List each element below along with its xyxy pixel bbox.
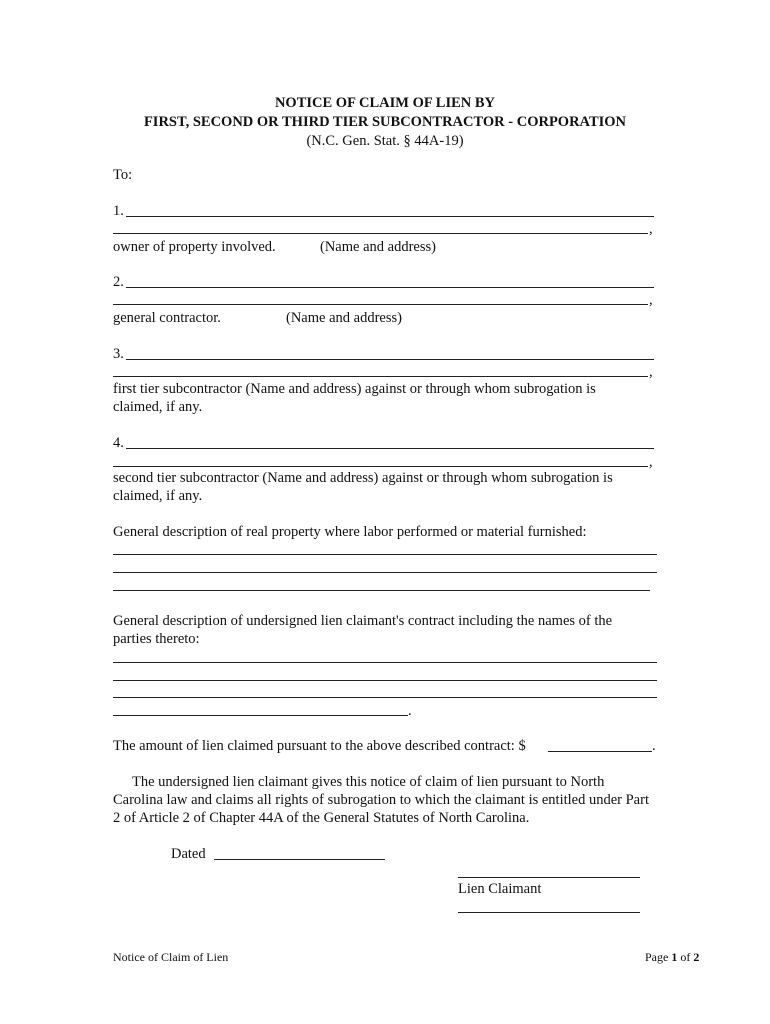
party-4-number: 4. [113, 435, 124, 451]
claim-statement: The undersigned lien claimant gives this notice of claim of lien pursuant to North Carolina law and claims all rights of subrogation to which the claimant is entitled under Part 2 of Article 2 of Chapter 44A of the General Statutes of North Carolina. [113, 774, 649, 826]
title-line-2: FIRST, SECOND OR THIRD TIER SUBCONTRACTOR - CORPORATION [143, 114, 627, 130]
amount-label: The amount of lien claimed pursuant to the above described contract: $ [113, 738, 526, 754]
party-4-comma: , [649, 454, 653, 470]
lien-claimant-label: Lien Claimant [458, 881, 542, 897]
title-line-1: NOTICE OF CLAIM OF LIEN BY [274, 95, 496, 111]
party-3-line-2[interactable] [113, 376, 648, 377]
footer-page-of: of [680, 950, 691, 964]
party-3-caption: first tier subcontractor (Name and address) against or through whom subrogation is claimed, if any. [113, 381, 596, 415]
party-2-number: 2. [113, 274, 124, 290]
party-4-caption: second tier subcontractor (Name and address) against or through whom subrogation is claimed, if any. [113, 470, 613, 504]
party-1-caption-note: (Name and address) [320, 239, 436, 255]
contract-period: . [408, 703, 412, 719]
party-3-number: 3. [113, 346, 124, 362]
party-4-line-1[interactable] [126, 448, 654, 449]
real-property-label: General description of real property where labor performed or material furnished: [113, 524, 587, 540]
statute-citation: (N.C. Gen. Stat. § 44A-19) [306, 133, 464, 149]
title-block [0, 94, 770, 151]
to-label: To: [113, 167, 133, 183]
footer-page-current: 1 [671, 950, 678, 964]
party-1-number: 1. [113, 203, 124, 219]
footer-document-name: Notice of Claim of Lien [113, 950, 229, 964]
contract-line-1[interactable] [113, 662, 657, 663]
contract-line-4[interactable] [113, 715, 408, 716]
party-2-line-1[interactable] [126, 287, 654, 288]
real-property-line-1[interactable] [113, 554, 657, 555]
party-3-line-1[interactable] [126, 359, 654, 360]
party-2-comma: , [649, 292, 653, 308]
footer-page-number [645, 950, 699, 964]
party-1-caption: owner of property involved. [113, 239, 276, 255]
lien-claimant-signature-line[interactable] [458, 877, 640, 878]
party-1-comma: , [649, 221, 653, 237]
amount-period: . [652, 738, 656, 754]
dated-field-line[interactable] [214, 859, 385, 860]
party-1-line-1[interactable] [126, 216, 654, 217]
party-3-comma: , [649, 364, 653, 380]
party-4-line-2[interactable] [113, 466, 648, 467]
amount-field-line[interactable] [548, 751, 652, 752]
real-property-line-2[interactable] [113, 572, 657, 573]
party-2-caption-note: (Name and address) [286, 310, 402, 326]
party-2-caption: general contractor. [113, 310, 221, 326]
footer-page-total: 2 [693, 950, 700, 964]
contract-label: General description of undersigned lien claimant's contract including the names of the parties thereto: [113, 613, 613, 647]
party-1-line-2[interactable] [113, 233, 648, 234]
real-property-line-3[interactable] [113, 590, 650, 591]
lien-claimant-title-line[interactable] [458, 912, 640, 913]
contract-line-3[interactable] [113, 697, 657, 698]
party-2-line-2[interactable] [113, 304, 648, 305]
footer-page-prefix: Page [645, 950, 669, 964]
dated-label: Dated [171, 846, 206, 862]
contract-line-2[interactable] [113, 680, 657, 681]
